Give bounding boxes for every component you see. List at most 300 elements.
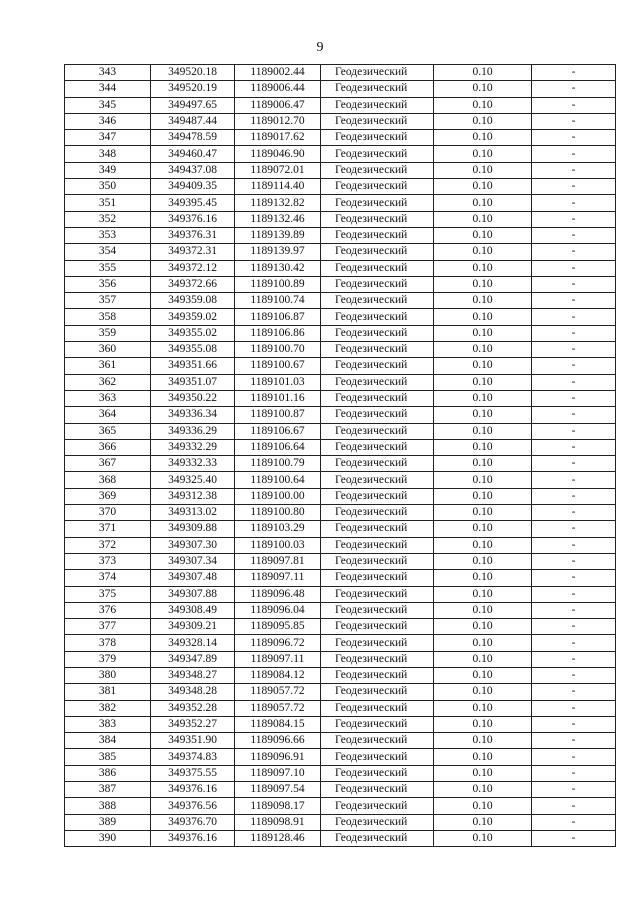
point-number-cell: 360	[65, 342, 151, 358]
x-coordinate-cell: 349376.16	[151, 830, 235, 846]
x-coordinate-cell: 349497.65	[151, 97, 235, 113]
accuracy-cell: 0.10	[434, 716, 532, 732]
accuracy-cell: 0.10	[434, 553, 532, 569]
method-cell: Геодезический	[321, 211, 434, 227]
accuracy-cell: 0.10	[434, 390, 532, 406]
description-cell: -	[532, 521, 616, 537]
accuracy-cell: 0.10	[434, 684, 532, 700]
table-row	[65, 521, 616, 537]
x-coordinate-cell: 349376.56	[151, 798, 235, 814]
point-number-cell: 389	[65, 814, 151, 830]
table-row	[65, 81, 616, 97]
point-number-cell: 345	[65, 97, 151, 113]
accuracy-cell: 0.10	[434, 439, 532, 455]
table-row	[65, 260, 616, 276]
method-cell: Геодезический	[321, 293, 434, 309]
table-row	[65, 358, 616, 374]
table-row	[65, 407, 616, 423]
description-cell: -	[532, 667, 616, 683]
x-coordinate-cell: 349376.16	[151, 782, 235, 798]
x-coordinate-cell: 349308.49	[151, 602, 235, 618]
point-number-cell: 356	[65, 276, 151, 292]
accuracy-cell: 0.10	[434, 521, 532, 537]
description-cell: -	[532, 635, 616, 651]
description-cell: -	[532, 782, 616, 798]
point-number-cell: 354	[65, 244, 151, 260]
description-cell: -	[532, 227, 616, 243]
x-coordinate-cell: 349359.08	[151, 293, 235, 309]
table-row	[65, 488, 616, 504]
table-row	[65, 374, 616, 390]
method-cell: Геодезический	[321, 814, 434, 830]
method-cell: Геодезический	[321, 65, 434, 81]
table-row	[65, 733, 616, 749]
description-cell: -	[532, 439, 616, 455]
method-cell: Геодезический	[321, 553, 434, 569]
y-coordinate-cell: 1189072.01	[235, 162, 321, 178]
x-coordinate-cell: 349307.88	[151, 586, 235, 602]
y-coordinate-cell: 1189100.64	[235, 472, 321, 488]
point-number-cell: 375	[65, 586, 151, 602]
x-coordinate-cell: 349395.45	[151, 195, 235, 211]
description-cell: -	[532, 505, 616, 521]
y-coordinate-cell: 1189128.46	[235, 830, 321, 846]
method-cell: Геодезический	[321, 358, 434, 374]
description-cell: -	[532, 765, 616, 781]
y-coordinate-cell: 1189106.64	[235, 439, 321, 455]
description-cell: -	[532, 162, 616, 178]
table-row	[65, 635, 616, 651]
description-cell: -	[532, 276, 616, 292]
accuracy-cell: 0.10	[434, 65, 532, 81]
accuracy-cell: 0.10	[434, 195, 532, 211]
table-row	[65, 651, 616, 667]
description-cell: -	[532, 113, 616, 129]
description-cell: -	[532, 179, 616, 195]
point-number-cell: 355	[65, 260, 151, 276]
y-coordinate-cell: 1189130.42	[235, 260, 321, 276]
method-cell: Геодезический	[321, 651, 434, 667]
y-coordinate-cell: 1189103.29	[235, 521, 321, 537]
y-coordinate-cell: 1189100.74	[235, 293, 321, 309]
accuracy-cell: 0.10	[434, 374, 532, 390]
point-number-cell: 377	[65, 619, 151, 635]
point-number-cell: 370	[65, 505, 151, 521]
y-coordinate-cell: 1189100.89	[235, 276, 321, 292]
y-coordinate-cell: 1189106.67	[235, 423, 321, 439]
description-cell: -	[532, 537, 616, 553]
table-row	[65, 456, 616, 472]
description-cell: -	[532, 130, 616, 146]
point-number-cell: 388	[65, 798, 151, 814]
y-coordinate-cell: 1189100.67	[235, 358, 321, 374]
accuracy-cell: 0.10	[434, 667, 532, 683]
y-coordinate-cell: 1189100.87	[235, 407, 321, 423]
y-coordinate-cell: 1189100.03	[235, 537, 321, 553]
accuracy-cell: 0.10	[434, 830, 532, 846]
table-row	[65, 830, 616, 846]
method-cell: Геодезический	[321, 260, 434, 276]
accuracy-cell: 0.10	[434, 244, 532, 260]
accuracy-cell: 0.10	[434, 505, 532, 521]
x-coordinate-cell: 349487.44	[151, 113, 235, 129]
table-row	[65, 97, 616, 113]
accuracy-cell: 0.10	[434, 227, 532, 243]
table-row	[65, 505, 616, 521]
method-cell: Геодезический	[321, 390, 434, 406]
description-cell: -	[532, 81, 616, 97]
x-coordinate-cell: 349376.31	[151, 227, 235, 243]
method-cell: Геодезический	[321, 505, 434, 521]
method-cell: Геодезический	[321, 423, 434, 439]
point-number-cell: 351	[65, 195, 151, 211]
table-row	[65, 716, 616, 732]
point-number-cell: 372	[65, 537, 151, 553]
y-coordinate-cell: 1189114.40	[235, 179, 321, 195]
y-coordinate-cell: 1189084.12	[235, 667, 321, 683]
table-row	[65, 749, 616, 765]
method-cell: Геодезический	[321, 700, 434, 716]
description-cell: -	[532, 309, 616, 325]
method-cell: Геодезический	[321, 782, 434, 798]
point-number-cell: 363	[65, 390, 151, 406]
x-coordinate-cell: 349313.02	[151, 505, 235, 521]
table-row	[65, 211, 616, 227]
table-row	[65, 65, 616, 81]
accuracy-cell: 0.10	[434, 586, 532, 602]
method-cell: Геодезический	[321, 407, 434, 423]
point-number-cell: 373	[65, 553, 151, 569]
y-coordinate-cell: 1189057.72	[235, 700, 321, 716]
accuracy-cell: 0.10	[434, 276, 532, 292]
table-row	[65, 553, 616, 569]
description-cell: -	[532, 97, 616, 113]
method-cell: Геодезический	[321, 325, 434, 341]
x-coordinate-cell: 349348.28	[151, 684, 235, 700]
table-row	[65, 684, 616, 700]
y-coordinate-cell: 1189097.10	[235, 765, 321, 781]
table-row	[65, 537, 616, 553]
point-number-cell: 385	[65, 749, 151, 765]
method-cell: Геодезический	[321, 602, 434, 618]
description-cell: -	[532, 716, 616, 732]
method-cell: Геодезический	[321, 244, 434, 260]
method-cell: Геодезический	[321, 765, 434, 781]
accuracy-cell: 0.10	[434, 570, 532, 586]
accuracy-cell: 0.10	[434, 407, 532, 423]
table-row	[65, 130, 616, 146]
method-cell: Геодезический	[321, 113, 434, 129]
method-cell: Геодезический	[321, 635, 434, 651]
point-number-cell: 378	[65, 635, 151, 651]
x-coordinate-cell: 349307.34	[151, 553, 235, 569]
description-cell: -	[532, 651, 616, 667]
table-body	[65, 65, 616, 847]
point-number-cell: 366	[65, 439, 151, 455]
accuracy-cell: 0.10	[434, 113, 532, 129]
x-coordinate-cell: 349325.40	[151, 472, 235, 488]
method-cell: Геодезический	[321, 227, 434, 243]
description-cell: -	[532, 358, 616, 374]
point-number-cell: 343	[65, 65, 151, 81]
description-cell: -	[532, 195, 616, 211]
accuracy-cell: 0.10	[434, 130, 532, 146]
description-cell: -	[532, 814, 616, 830]
description-cell: -	[532, 749, 616, 765]
description-cell: -	[532, 211, 616, 227]
x-coordinate-cell: 349328.14	[151, 635, 235, 651]
method-cell: Геодезический	[321, 276, 434, 292]
point-number-cell: 365	[65, 423, 151, 439]
description-cell: -	[532, 472, 616, 488]
point-number-cell: 376	[65, 602, 151, 618]
table-row	[65, 423, 616, 439]
table-row	[65, 276, 616, 292]
x-coordinate-cell: 349376.70	[151, 814, 235, 830]
x-coordinate-cell: 349351.90	[151, 733, 235, 749]
y-coordinate-cell: 1189100.00	[235, 488, 321, 504]
y-coordinate-cell: 1189057.72	[235, 684, 321, 700]
x-coordinate-cell: 349355.02	[151, 325, 235, 341]
y-coordinate-cell: 1189106.87	[235, 309, 321, 325]
method-cell: Геодезический	[321, 830, 434, 846]
point-number-cell: 364	[65, 407, 151, 423]
x-coordinate-cell: 349336.34	[151, 407, 235, 423]
table-row	[65, 113, 616, 129]
accuracy-cell: 0.10	[434, 423, 532, 439]
accuracy-cell: 0.10	[434, 602, 532, 618]
method-cell: Геодезический	[321, 684, 434, 700]
method-cell: Геодезический	[321, 195, 434, 211]
y-coordinate-cell: 1189006.47	[235, 97, 321, 113]
description-cell: -	[532, 586, 616, 602]
table-row	[65, 782, 616, 798]
y-coordinate-cell: 1189100.70	[235, 342, 321, 358]
method-cell: Геодезический	[321, 537, 434, 553]
accuracy-cell: 0.10	[434, 619, 532, 635]
table-row	[65, 309, 616, 325]
table-row	[65, 765, 616, 781]
description-cell: -	[532, 423, 616, 439]
point-number-cell: 374	[65, 570, 151, 586]
method-cell: Геодезический	[321, 570, 434, 586]
accuracy-cell: 0.10	[434, 537, 532, 553]
table-row	[65, 244, 616, 260]
description-cell: -	[532, 602, 616, 618]
accuracy-cell: 0.10	[434, 293, 532, 309]
y-coordinate-cell: 1189101.03	[235, 374, 321, 390]
table-row	[65, 439, 616, 455]
coordinates-table	[64, 64, 616, 847]
accuracy-cell: 0.10	[434, 179, 532, 195]
description-cell: -	[532, 456, 616, 472]
table-row	[65, 570, 616, 586]
accuracy-cell: 0.10	[434, 635, 532, 651]
description-cell: -	[532, 733, 616, 749]
y-coordinate-cell: 1189095.85	[235, 619, 321, 635]
accuracy-cell: 0.10	[434, 700, 532, 716]
x-coordinate-cell: 349409.35	[151, 179, 235, 195]
point-number-cell: 350	[65, 179, 151, 195]
accuracy-cell: 0.10	[434, 162, 532, 178]
description-cell: -	[532, 407, 616, 423]
description-cell: -	[532, 390, 616, 406]
method-cell: Геодезический	[321, 749, 434, 765]
y-coordinate-cell: 1189132.82	[235, 195, 321, 211]
y-coordinate-cell: 1189132.46	[235, 211, 321, 227]
x-coordinate-cell: 349372.66	[151, 276, 235, 292]
point-number-cell: 386	[65, 765, 151, 781]
accuracy-cell: 0.10	[434, 211, 532, 227]
x-coordinate-cell: 349332.29	[151, 439, 235, 455]
y-coordinate-cell: 1189096.04	[235, 602, 321, 618]
x-coordinate-cell: 349355.08	[151, 342, 235, 358]
point-number-cell: 349	[65, 162, 151, 178]
point-number-cell: 368	[65, 472, 151, 488]
point-number-cell: 346	[65, 113, 151, 129]
description-cell: -	[532, 830, 616, 846]
description-cell: -	[532, 553, 616, 569]
accuracy-cell: 0.10	[434, 733, 532, 749]
x-coordinate-cell: 349307.30	[151, 537, 235, 553]
y-coordinate-cell: 1189097.54	[235, 782, 321, 798]
table-row	[65, 342, 616, 358]
x-coordinate-cell: 349520.19	[151, 81, 235, 97]
x-coordinate-cell: 349376.16	[151, 211, 235, 227]
table-row	[65, 700, 616, 716]
x-coordinate-cell: 349350.22	[151, 390, 235, 406]
point-number-cell: 357	[65, 293, 151, 309]
x-coordinate-cell: 349375.55	[151, 765, 235, 781]
x-coordinate-cell: 349351.07	[151, 374, 235, 390]
accuracy-cell: 0.10	[434, 749, 532, 765]
accuracy-cell: 0.10	[434, 260, 532, 276]
accuracy-cell: 0.10	[434, 81, 532, 97]
y-coordinate-cell: 1189002.44	[235, 65, 321, 81]
method-cell: Геодезический	[321, 179, 434, 195]
table-row	[65, 814, 616, 830]
point-number-cell: 390	[65, 830, 151, 846]
x-coordinate-cell: 349309.21	[151, 619, 235, 635]
method-cell: Геодезический	[321, 619, 434, 635]
accuracy-cell: 0.10	[434, 456, 532, 472]
accuracy-cell: 0.10	[434, 798, 532, 814]
method-cell: Геодезический	[321, 716, 434, 732]
method-cell: Геодезический	[321, 309, 434, 325]
point-number-cell: 380	[65, 667, 151, 683]
method-cell: Геодезический	[321, 130, 434, 146]
x-coordinate-cell: 349359.02	[151, 309, 235, 325]
point-number-cell: 367	[65, 456, 151, 472]
x-coordinate-cell: 349336.29	[151, 423, 235, 439]
y-coordinate-cell: 1189100.80	[235, 505, 321, 521]
point-number-cell: 358	[65, 309, 151, 325]
method-cell: Геодезический	[321, 439, 434, 455]
point-number-cell: 361	[65, 358, 151, 374]
y-coordinate-cell: 1189139.97	[235, 244, 321, 260]
method-cell: Геодезический	[321, 342, 434, 358]
x-coordinate-cell: 349460.47	[151, 146, 235, 162]
point-number-cell: 381	[65, 684, 151, 700]
method-cell: Геодезический	[321, 146, 434, 162]
x-coordinate-cell: 349332.33	[151, 456, 235, 472]
table-row	[65, 195, 616, 211]
description-cell: -	[532, 244, 616, 260]
y-coordinate-cell: 1189096.48	[235, 586, 321, 602]
description-cell: -	[532, 260, 616, 276]
table-row	[65, 798, 616, 814]
method-cell: Геодезический	[321, 162, 434, 178]
description-cell: -	[532, 700, 616, 716]
method-cell: Геодезический	[321, 456, 434, 472]
table-row	[65, 325, 616, 341]
method-cell: Геодезический	[321, 586, 434, 602]
y-coordinate-cell: 1189046.90	[235, 146, 321, 162]
y-coordinate-cell: 1189096.72	[235, 635, 321, 651]
point-number-cell: 383	[65, 716, 151, 732]
table-row	[65, 472, 616, 488]
description-cell: -	[532, 146, 616, 162]
description-cell: -	[532, 325, 616, 341]
description-cell: -	[532, 488, 616, 504]
y-coordinate-cell: 1189096.66	[235, 733, 321, 749]
x-coordinate-cell: 349348.27	[151, 667, 235, 683]
table-row	[65, 390, 616, 406]
accuracy-cell: 0.10	[434, 782, 532, 798]
description-cell: -	[532, 293, 616, 309]
method-cell: Геодезический	[321, 521, 434, 537]
x-coordinate-cell: 349351.66	[151, 358, 235, 374]
y-coordinate-cell: 1189139.89	[235, 227, 321, 243]
description-cell: -	[532, 570, 616, 586]
point-number-cell: 352	[65, 211, 151, 227]
point-number-cell: 369	[65, 488, 151, 504]
x-coordinate-cell: 349478.59	[151, 130, 235, 146]
method-cell: Геодезический	[321, 472, 434, 488]
y-coordinate-cell: 1189097.11	[235, 651, 321, 667]
description-cell: -	[532, 374, 616, 390]
point-number-cell: 347	[65, 130, 151, 146]
x-coordinate-cell: 349352.27	[151, 716, 235, 732]
table-row	[65, 293, 616, 309]
x-coordinate-cell: 349374.83	[151, 749, 235, 765]
point-number-cell: 387	[65, 782, 151, 798]
y-coordinate-cell: 1189097.81	[235, 553, 321, 569]
x-coordinate-cell: 349309.88	[151, 521, 235, 537]
x-coordinate-cell: 349312.38	[151, 488, 235, 504]
point-number-cell: 362	[65, 374, 151, 390]
accuracy-cell: 0.10	[434, 472, 532, 488]
accuracy-cell: 0.10	[434, 97, 532, 113]
accuracy-cell: 0.10	[434, 488, 532, 504]
method-cell: Геодезический	[321, 81, 434, 97]
y-coordinate-cell: 1189006.44	[235, 81, 321, 97]
point-number-cell: 344	[65, 81, 151, 97]
y-coordinate-cell: 1189100.79	[235, 456, 321, 472]
method-cell: Геодезический	[321, 733, 434, 749]
y-coordinate-cell: 1189101.16	[235, 390, 321, 406]
table-row	[65, 619, 616, 635]
x-coordinate-cell: 349372.31	[151, 244, 235, 260]
point-number-cell: 348	[65, 146, 151, 162]
accuracy-cell: 0.10	[434, 358, 532, 374]
y-coordinate-cell: 1189106.86	[235, 325, 321, 341]
description-cell: -	[532, 342, 616, 358]
y-coordinate-cell: 1189098.91	[235, 814, 321, 830]
accuracy-cell: 0.10	[434, 342, 532, 358]
point-number-cell: 379	[65, 651, 151, 667]
accuracy-cell: 0.10	[434, 309, 532, 325]
